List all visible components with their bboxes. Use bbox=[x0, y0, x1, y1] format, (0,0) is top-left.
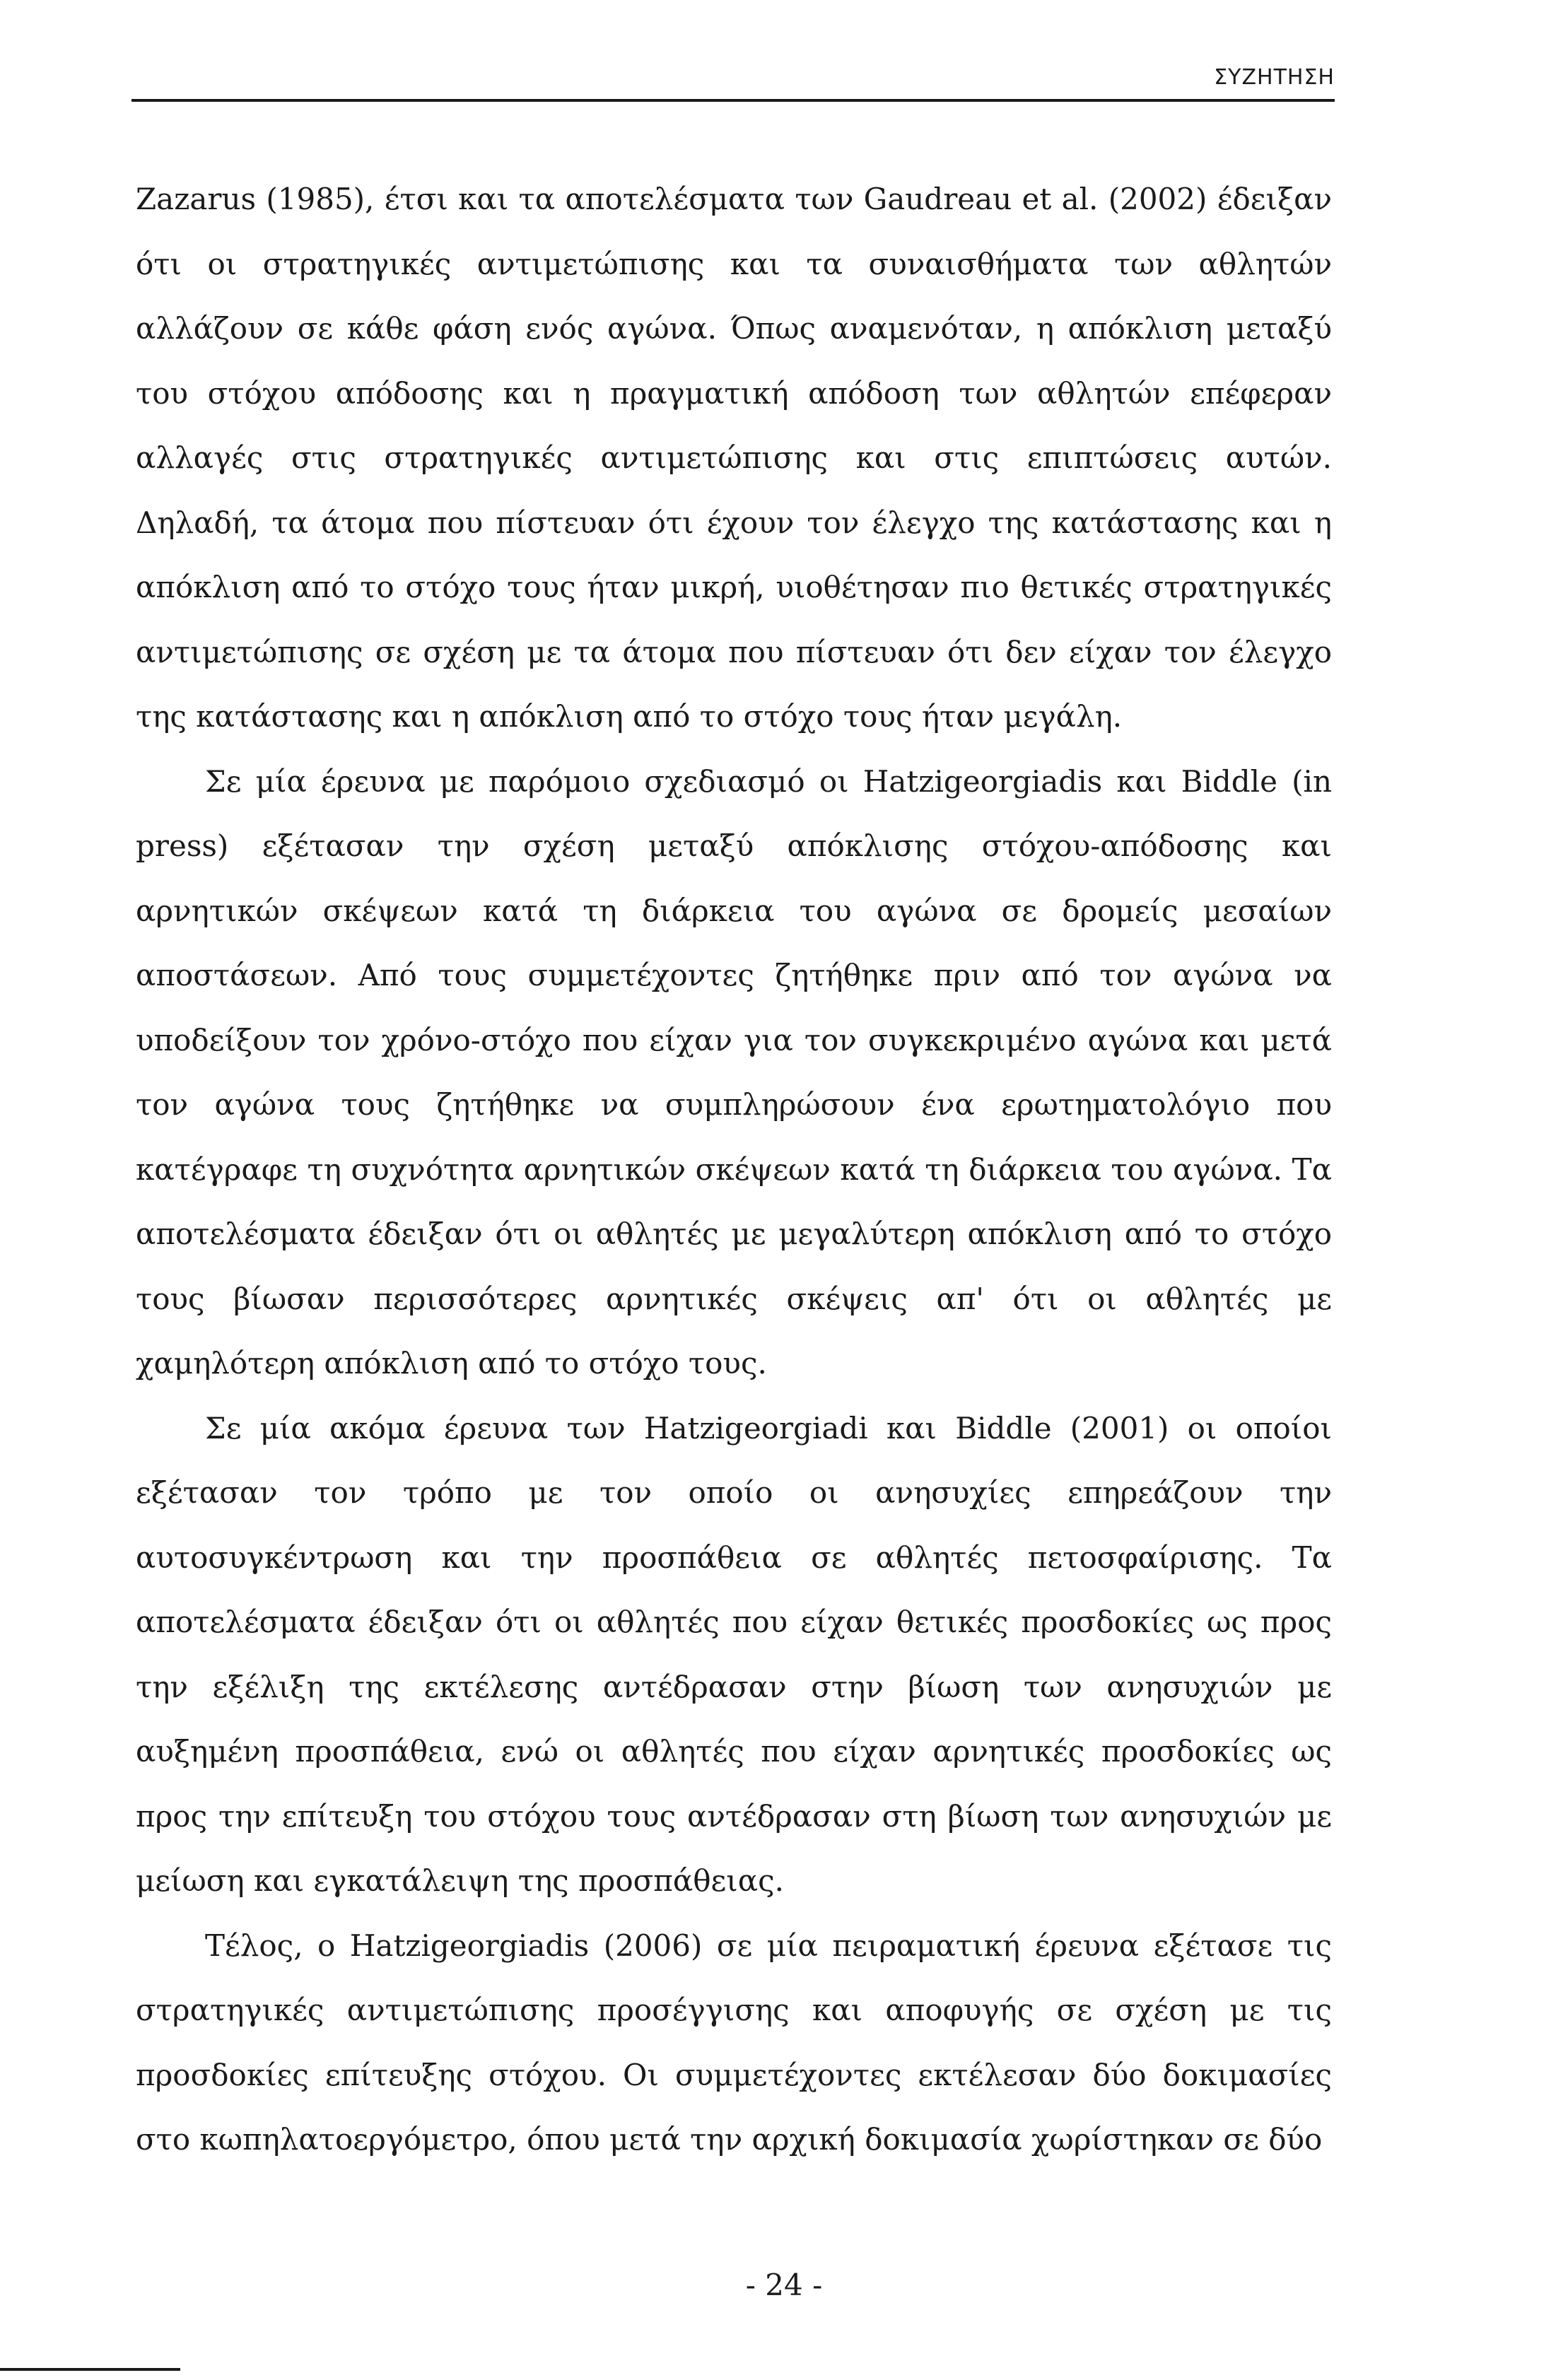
running-head: ΣΥΖΗΤΗΣΗ bbox=[1214, 65, 1335, 90]
header-rule bbox=[131, 99, 1335, 102]
page-number: - 24 - bbox=[745, 2268, 823, 2302]
paragraph-1: Zazarus (1985), έτσι και τα αποτελέσματα των Gaudreau et al. (2002) έδειξαν ότι οι στρατηγικές αντιμετώπισης και τα συναισθήματα των αθλητών αλλάζουν σε κάθε φάση ενός αγώνα. Όπως αναμενόταν, η απόκλιση μεταξύ του στόχου απόδοσης και η πραγματική απόδοση των αθλητών επέφεραν αλλαγές στις στρατηγικές αντιμετώπισης και στις επιπτώσεις αυτών. Δηλαδή, τα άτομα που πίστευαν ότι έχουν τον έλεγχο της κατάστασης και η απόκλιση από το στόχο τους ήταν μικρή, υιοθέτησαν πιο θετικές στρατηγικές αντιμετώπισης σε σχέση με τα άτομα που πίστευαν ότι δεν είχαν τον έλεγχο της κατάστασης και η απόκλιση από το στόχο τους ήταν μεγάλη. bbox=[136, 182, 1332, 734]
paragraph-2: Σε μία έρευνα με παρόμοιο σχεδιασμό οι Hatzigeorgiadis και Biddle (in press) εξέτασαν την σχέση μεταξύ απόκλισης στόχου-απόδοσης και αρνητικών σκέψεων κατά τη διάρκεια του αγώνα σε δρομείς μεσαίων αποστάσεων. Από τους συμμετέχοντες ζητήθηκε πριν από τον αγώνα να υποδείξουν τον χρόνο-στόχο που είχαν για τον συγκεκριμένο αγώνα και μετά τον αγώνα τους ζητήθηκε να συμπληρώσουν ένα ερωτηματολόγιο που κατέγραφε τη συχνότητα αρνητικών σκέψεων κατά τη διάρκεια του αγώνα. Τα αποτελέσματα έδειξαν ότι οι αθλητές με μεγαλύτερη απόκλιση από το στόχο τους βίωσαν περισσότερες αρνητικές σκέψεις απ' ότι οι αθλητές με χαμηλότερη απόκλιση από το στόχο τους. bbox=[136, 763, 1332, 1380]
footer-rule bbox=[0, 2368, 180, 2371]
paragraph-3: Σε μία ακόμα έρευνα των Hatzigeorgiadi και Biddle (2001) οι οποίοι εξέτασαν τον τρόπο με τον οποίο οι ανησυχίες επηρεάζουν την αυτοσυγκέντρωση και την προσπάθεια σε αθλητές πετοσφαίρισης. Τα αποτελέσματα έδειξαν ότι οι αθλητές που είχαν θετικές προσδοκίες ως προς την εξέλιξη της εκτέλεσης αντέδρασαν στην βίωση των ανησυχιών με αυξημένη προσπάθεια, ενώ οι αθλητές που είχαν αρνητικές προσδοκίες ως προς την επίτευξη του στόχου τους αντέδρασαν στη βίωση των ανησυχιών με μείωση και εγκατάλειψη της προσπάθειας. bbox=[136, 1410, 1332, 1898]
body-text bbox=[136, 167, 1332, 2172]
paragraph-4: Τέλος, ο Hatzigeorgiadis (2006) σε μία πειραματική έρευνα εξέτασε τις στρατηγικές αντιμετώπισης προσέγγισης και αποφυγής σε σχέση με τις προσδοκίες επίτευξης στόχου. Οι συμμετέχοντες εκτέλεσαν δύο δοκιμασίες στο κωπηλατοεργόμετρο, όπου μετά την αρχική δοκιμασία χωρίστηκαν σε δύο bbox=[136, 1928, 1332, 2157]
